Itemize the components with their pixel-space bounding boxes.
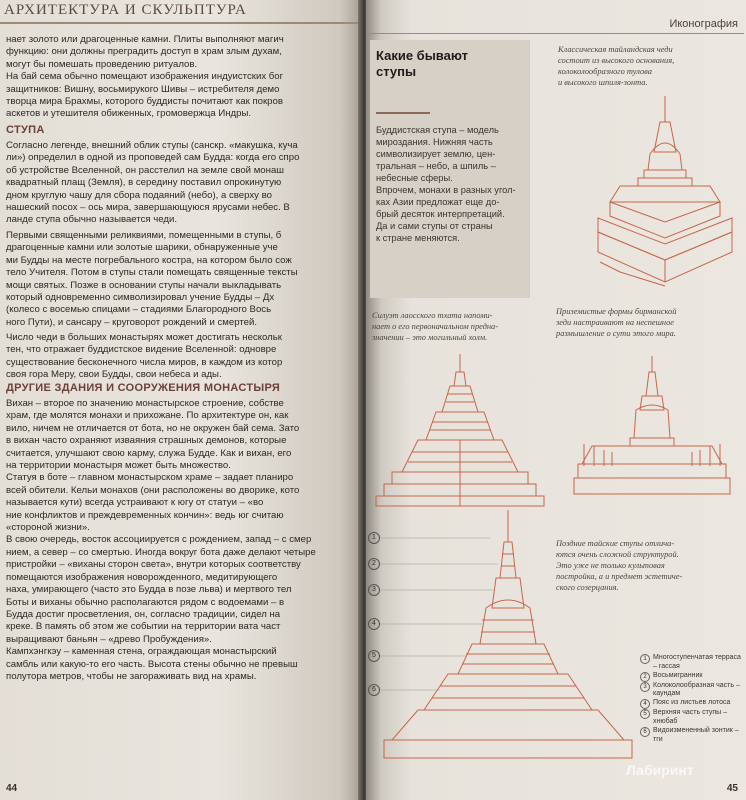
text-line: вило, ничем не отличается от бота, но не окружен бай сема. Зато xyxy=(6,422,300,434)
running-head-right: Иконография xyxy=(669,18,738,30)
header-rule xyxy=(368,33,744,34)
caption-line: Это уже не только культовая xyxy=(556,561,665,570)
legend-number: 5 xyxy=(640,709,650,719)
sidebar-line: символизирует землю, цен- xyxy=(376,149,496,159)
legend-item xyxy=(640,699,744,709)
text-line: могут бы помешать проведению ритуалов. xyxy=(6,58,198,70)
lao-that-illustration xyxy=(370,352,550,512)
sidebar-line: тральная – небо, а шпиль – xyxy=(376,161,496,171)
caption-line: ются очень сложной структурой. xyxy=(556,550,679,559)
intro-paragraph xyxy=(6,34,356,121)
legend-number: 4 xyxy=(640,699,650,709)
text-line: Вихан – второе по значению монастырское строение, собстве xyxy=(6,398,284,409)
text-line: пристройки – «виханы сторон света», внутри которых соответству xyxy=(6,559,301,571)
running-head-left: АРХИТЕКТУРА И СКУЛЬПТУРА xyxy=(4,2,247,18)
caption-line: нает о его первоначальном предна- xyxy=(372,322,499,331)
text-line: функцию: они должны преградить доступ в храм злым духам, xyxy=(6,46,282,58)
text-line: Боты и виханы обычно располагаются рядом с водоемами – в xyxy=(6,596,285,608)
text-line: На бай сема обычно помещают изображения индуистских бог xyxy=(6,71,284,83)
text-line: своя гора Меру, свои Будды, свои небеса и ады. xyxy=(6,369,222,381)
callout-4: 4 xyxy=(368,618,380,630)
sidebar-rule xyxy=(376,112,430,114)
text-line: который одновременно символизировал учение Будды – Дх xyxy=(6,292,275,304)
text-line: ланде ступа обычно называется чеди. xyxy=(6,214,177,226)
sidebar-line: Впрочем, монахи в разных угол- xyxy=(376,185,516,195)
caption-burmese-zedi xyxy=(556,306,736,339)
text-line: драгоценные камни или золотые шарики, обнаруженные уче xyxy=(6,242,278,254)
text-line: тен, что отражает буддистское видение Вселенной: одновре xyxy=(6,344,277,356)
legend-item xyxy=(640,727,744,745)
page-number-right: 45 xyxy=(726,783,738,794)
right-page xyxy=(366,0,746,800)
text-line: в вихан часто охраняют изваяния страшных демонов, которые xyxy=(6,435,287,447)
left-page xyxy=(0,0,362,800)
caption-line: постройка, а и предмет эстетиче- xyxy=(556,572,683,581)
callout-5: 5 xyxy=(368,650,380,662)
legend-number: 6 xyxy=(640,727,650,737)
thai-chedi-illustration xyxy=(590,92,740,292)
text-line: В свою очередь, восток ассоциируется с рождением, запад – с смер xyxy=(6,534,312,546)
text-line: Кампхэнгкэу – каменная стена, ограждающая монастырский xyxy=(6,646,277,658)
text-line: существование бесконечного числа миров, в каждом из котор xyxy=(6,356,283,368)
caption-line: ского созерцания. xyxy=(556,583,619,592)
sidebar-line: ках Азии предложат еще до- xyxy=(376,197,500,207)
callout-2: 2 xyxy=(368,558,380,570)
text-line: защитников: Вишну, восьмирукого Шивы – истребителя демо xyxy=(6,83,280,95)
section-title-stupa: СТУПА xyxy=(6,124,45,136)
text-line: об устройстве Вселенной, он расстелил на земле свой монаш xyxy=(6,164,284,176)
legend-item xyxy=(640,682,744,700)
callout-3: 3 xyxy=(368,584,380,596)
text-line: самбль или какую-то его часть. Высота стены обычно не превыш xyxy=(6,658,298,670)
legend-number: 1 xyxy=(640,654,650,664)
caption-line: состоит из высокого основания, xyxy=(558,56,675,65)
text-line: наха, умирающего (часто это Будда в позе льва) и мертвого тел xyxy=(6,584,292,596)
text-line: дном круглую чашу для сбора подаяний (небо), а сверху во xyxy=(6,189,272,201)
stupa-paragraph-2 xyxy=(6,230,356,329)
text-line: аскетов и утешителя обиженных, громовержца Индры. xyxy=(6,108,252,120)
sidebar-line: Буддистская ступа – модель xyxy=(376,125,499,135)
text-line: помещаются изображения новорожденного, медитирующего xyxy=(6,571,278,583)
page-number-left: 44 xyxy=(6,783,18,794)
caption-line: Классическая тайландская чеди xyxy=(558,45,673,54)
text-line: нашеский посох – ось мира, завершающуюся ярусами небес. В xyxy=(6,202,290,214)
caption-line: Приземистые формы бирманской xyxy=(556,307,677,316)
text-line: всей обители. Кельи монахов (они расположены во дворике, кото xyxy=(6,484,300,496)
legend-number: 3 xyxy=(640,682,650,692)
caption-line: Поздние тайские ступы отлича- xyxy=(556,539,675,548)
stupa-parts-legend xyxy=(640,654,744,744)
text-line: храм, где молятся монахи и прихожане. По архитектуре он, как xyxy=(6,410,289,422)
caption-line: значении – это могильный холм. xyxy=(372,333,488,342)
caption-line: и высокого шпиля-зонта. xyxy=(558,78,648,87)
legend-item xyxy=(640,709,744,727)
stupa-paragraph-1 xyxy=(6,140,356,227)
text-line: Число чеди в больших монастырях может достигать нескольк xyxy=(6,332,282,343)
text-line: Первыми священными реликвиями, помещенными в ступы, б xyxy=(6,230,282,241)
text-line: на территории монастыря может быть множество. xyxy=(6,460,231,472)
labirint-watermark: Лабиринт xyxy=(626,762,694,778)
legend-item xyxy=(640,672,744,682)
text-line: креке. В память об этом же событии на территории вата част xyxy=(6,621,281,633)
caption-lao-that xyxy=(372,310,542,343)
caption-line: Силуэт лаосского тхата напоми- xyxy=(372,311,493,320)
text-line: тело Учителя. Потом в ступы стали помещать священные тексты xyxy=(6,267,298,279)
text-line: считается, улучшают свою карму, служа Будде. Как и вихан, его xyxy=(6,447,292,459)
legend-label: Пояс из листьев лотоса xyxy=(653,699,731,707)
callout-1: 1 xyxy=(368,532,380,544)
legend-label: Восьмигранник xyxy=(653,671,703,679)
caption-line: колоколообразного тулова xyxy=(558,67,652,76)
sidebar-line: мироздания. Нижняя часть xyxy=(376,137,493,147)
legend-label: Многоступенчатая терраса – гассая xyxy=(653,654,741,670)
text-line: ли») определил в одной из проповедей сам Будда: когда его спро xyxy=(6,152,300,164)
burmese-zedi-illustration xyxy=(572,354,732,514)
text-line: ми Будды на месте погребального костра, на котором было сож xyxy=(6,254,292,266)
caption-line: размышление о сути этого мира. xyxy=(556,329,676,338)
sidebar-title: Какие бывают ступы xyxy=(376,48,468,79)
legend-label: Колоколообразная часть – каундам xyxy=(653,681,740,698)
sidebar-text xyxy=(376,124,524,244)
text-line: Статуя в боте – главном монастырском храме – задает планиро xyxy=(6,472,294,484)
sidebar-line: небесные сферы. xyxy=(376,173,453,183)
text-line: квадратный плащ (Земля), в середину поставил опрокинутую xyxy=(6,177,282,189)
buildings-paragraph xyxy=(6,398,356,683)
late-thai-stupa-illustration xyxy=(378,508,638,766)
text-line: выращивают баньян – «древо Пробуждения». xyxy=(6,633,212,645)
caption-thai-chedi xyxy=(558,44,738,88)
sidebar-line: брый десяток интерпретаций. xyxy=(376,209,505,219)
legend-item xyxy=(640,654,744,672)
text-line: мощи святых. Позже в основании ступы начали выкладывать xyxy=(6,279,282,291)
text-line: ние конфликтов и преждевременных кончин»: ведь юг считаю xyxy=(6,509,284,521)
text-line: нием, а север – со смертью. Иногда вокруг бота даже делают четыре xyxy=(6,546,316,558)
text-line: ного Пути), и сансару – круговорот рождений и смертей. xyxy=(6,316,257,328)
text-line: полутора метров, чтобы не загораживать вид на храмы. xyxy=(6,670,257,682)
text-line: Согласно легенде, внешний облик ступы (санскр. «макушка, куча xyxy=(6,140,298,151)
stupa-paragraph-3 xyxy=(6,332,356,382)
legend-label: Видоизмененный зонтик – тги xyxy=(653,726,739,743)
sidebar-line: Да и сами ступы от страны xyxy=(376,221,493,231)
text-line: Будда достиг просветления, он, согласно традиции, сидел на xyxy=(6,608,281,620)
text-line: «стороной жизни». xyxy=(6,522,90,534)
text-line: (колесо с восемью спицами – стадиями Благородного Вось xyxy=(6,304,272,316)
text-line: творца мира Брахмы, которого буддисты почитают как покров xyxy=(6,96,283,108)
sidebar-box xyxy=(370,40,530,298)
caption-line: зеди настраивают на неспешное xyxy=(556,318,674,327)
text-line: нает золото или драгоценные камни. Плиты выполняют магич xyxy=(6,34,284,45)
text-line: называется кути) всегда устраивают к югу от статуи – «во xyxy=(6,497,264,509)
sidebar-line: к стране меняются. xyxy=(376,233,460,243)
legend-label: Верхняя часть ступы – хнюбаб xyxy=(653,709,728,725)
section-title-buildings: ДРУГИЕ ЗДАНИЯ И СООРУЖЕНИЯ МОНАСТЫРЯ xyxy=(6,382,281,394)
legend-number: 2 xyxy=(640,672,650,682)
header-rule xyxy=(0,22,360,24)
callout-6: 6 xyxy=(368,684,380,696)
